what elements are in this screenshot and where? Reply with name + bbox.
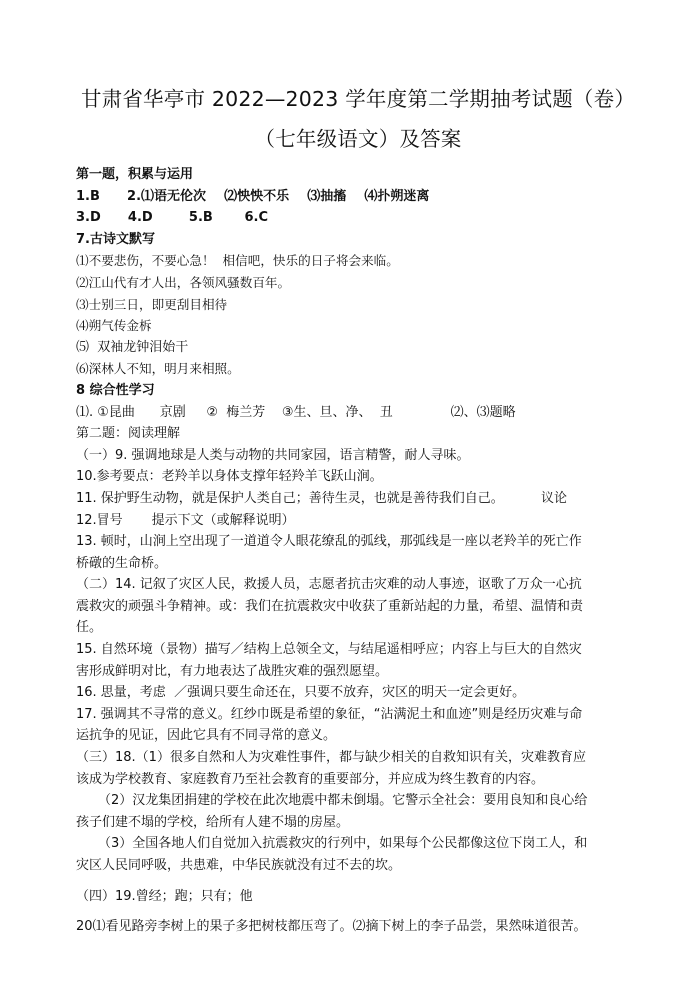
answer-row-1: 1.B 2.⑴语无伦次 ⑵怏怏不乐 ⑶抽搐 ⑷扑朔迷离 bbox=[76, 188, 430, 204]
q7-item-6: ⑹深林人不知，明月来相照。 bbox=[76, 361, 240, 377]
q7-item-4: ⑷朔气传金柝 bbox=[76, 318, 152, 334]
section1-heading: 第一题，积累与运用 bbox=[76, 167, 194, 182]
answer-14-line3: 任。 bbox=[76, 620, 103, 636]
doc-title-line2: （七年级语文）及答案 bbox=[254, 127, 462, 151]
answer-17-line1: 17. 强调其不寻常的意义。红纱巾既是希望的象征，“沾满泥土和血迹”则是经历灾难与命 bbox=[76, 706, 583, 722]
answer-18-line1: （三）18.（1）很多自然和人为灾难性事件，都与缺少相关的自救知识有关，灾难教育应 bbox=[76, 750, 586, 766]
spacer bbox=[76, 877, 656, 886]
spacer bbox=[76, 907, 656, 916]
answer-19: （四）19.曾经；跑；只有；他 bbox=[76, 888, 253, 904]
answer-18-line4: 孩子们建不塌的学校，给所有人建不塌的房屋。 bbox=[76, 814, 350, 830]
answer-9: （一）9. 强调地球是人类与动物的共同家园，语言精警，耐人寻味。 bbox=[76, 447, 470, 463]
q8-heading: 8 综合性学习 bbox=[76, 382, 155, 398]
q7-item-1: ⑴不要悲伤，不要心急！ 相信吧，快乐的日子将会来临。 bbox=[76, 253, 399, 269]
q7-item-3: ⑶士别三日，即更刮目相待 bbox=[76, 296, 228, 312]
section2-heading: 第二题：阅读理解 bbox=[76, 426, 181, 442]
answer-13-line1: 13. 顿时，山涧上空出现了一道道令人眼花缭乱的弧线，那弧线是一座以老羚羊的死亡作 bbox=[76, 534, 582, 550]
q7-item-2: ⑵江山代有才人出，各领风骚数百年。 bbox=[76, 274, 291, 290]
answer-14-line2: 震救灾的顽强斗争精神。或：我们在抗震救灾中收获了重新站起的力量，希望、温情和责 bbox=[76, 598, 584, 614]
answer-11: 11. 保护野生动物，就是保护人类自己；善待生灵，也就是善待我们自己。 议论 bbox=[76, 490, 567, 506]
answer-14-line1: （二）14. 记叙了灾区人民，救援人员，志愿者抗击灾难的动人事迹，讴歌了万众一心抗 bbox=[76, 577, 582, 593]
answer-18-line2: 该成为学校教育、家庭教育乃至社会教育的重要部分，并应成为终生教育的内容。 bbox=[76, 771, 545, 787]
answer-16: 16. 思量，考虑 ／强调只要生命还在，只要不放弃，灾区的明天一定会更好。 bbox=[76, 685, 526, 701]
answer-20: 20⑴看见路旁李树上的果子多把树枝都压弯了。⑵摘下树上的李子品尝，果然味道很苦。 bbox=[76, 919, 587, 935]
q7-heading: 7.古诗文默写 bbox=[76, 231, 155, 247]
answer-17-line2: 运抗争的见证，因此它具有不同寻常的意义。 bbox=[76, 728, 337, 744]
answer-13-line2: 桥礅的生命桥。 bbox=[76, 555, 168, 571]
q8-item-1: ⑴. ①昆曲 京剧 ② 梅兰芳 ③生、旦、净、 丑 ⑵、⑶题略 bbox=[76, 404, 516, 420]
doc-title-line1: 甘肃省华亭市 2022—2023 学年度第二学期抽考试题（卷） bbox=[80, 87, 636, 111]
answer-12: 12.冒号 提示下文（或解释说明） bbox=[76, 512, 295, 528]
answer-row-2: 3.D 4.D 5.B 6.C bbox=[76, 210, 269, 226]
answer-18-line3: （2）汉龙集团捐建的学校在此次地震中都未倒塌。它警示全社会：要用良知和良心给 bbox=[98, 793, 588, 809]
answer-10: 10.参考要点：老羚羊以身体支撑年轻羚羊飞跃山涧。 bbox=[76, 469, 383, 485]
answer-18-line6: 灾区人民同呼吸，共患难，中华民族就没有过不去的坎。 bbox=[76, 858, 402, 873]
answer-15-line1: 15. 自然环境（景物）描写／结构上总领全文，与结尾遥相呼应；内容上与巨大的自然灾 bbox=[76, 642, 582, 658]
q7-item-5: ⑸ 双袖龙钟泪始干 bbox=[76, 339, 189, 355]
answer-18-line5: （3）全国各地人们自觉加入抗震救灾的行列中，如果每个公民都像这位下岗工人，和 bbox=[98, 836, 588, 852]
answer-15-line2: 害形成鲜明对比，有力地表达了战胜灾难的强烈愿望。 bbox=[76, 663, 389, 679]
